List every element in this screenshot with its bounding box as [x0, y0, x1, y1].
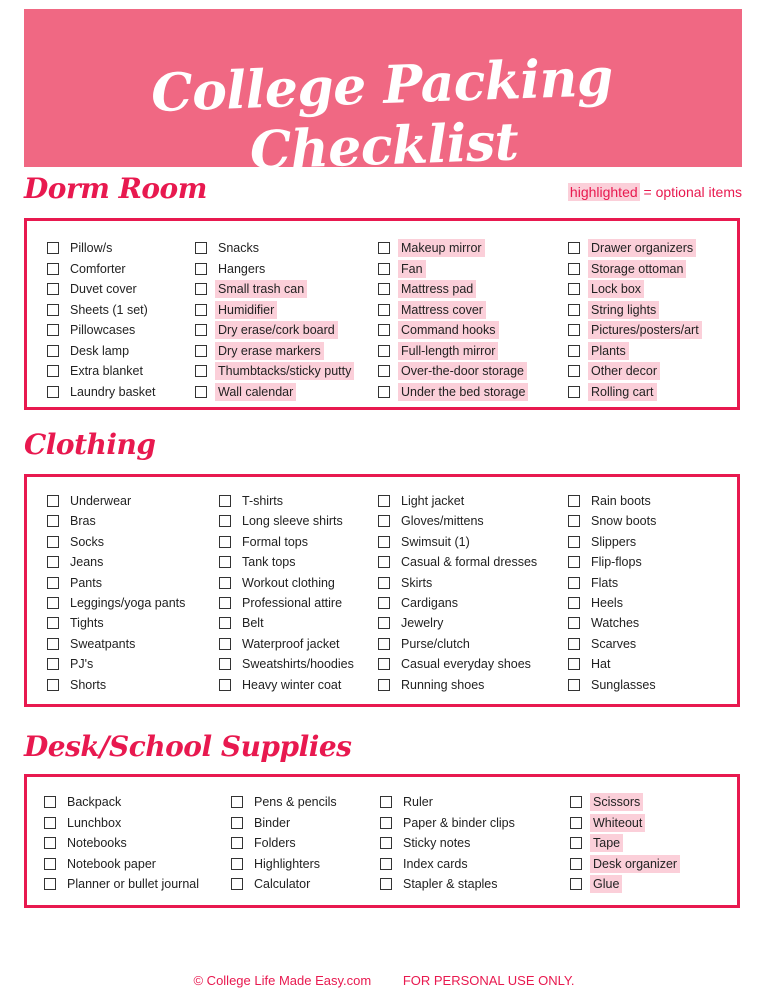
item-label: Jewelry [401, 616, 444, 631]
item-label: Mattress cover [398, 301, 486, 319]
item-label: Binder [254, 815, 291, 830]
checkbox[interactable] [378, 617, 390, 629]
checkbox[interactable] [378, 304, 390, 316]
item-label: Fan [398, 260, 426, 278]
checkbox[interactable] [568, 638, 580, 650]
checklist-item[interactable] [380, 875, 501, 893]
item-label: Tights [70, 616, 104, 631]
item-label: Humidifier [215, 301, 277, 319]
checklist-item[interactable] [570, 875, 622, 893]
section-title-desk-school-supplies: Desk/School Supplies [24, 730, 352, 763]
item-label: Formal tops [242, 534, 308, 549]
checklist-item[interactable] [378, 655, 534, 673]
checkbox[interactable] [219, 638, 231, 650]
checklist-item[interactable] [219, 635, 343, 653]
item-label: Pillow/s [70, 241, 113, 255]
checkbox[interactable] [378, 556, 390, 568]
legend-highlight-sample: highlighted [569, 184, 638, 200]
checkbox[interactable] [219, 556, 231, 568]
item-label: Thumbtacks/sticky putty [215, 362, 354, 380]
checklist-item[interactable] [380, 793, 436, 811]
checklist-item[interactable] [378, 512, 487, 530]
item-label: Whiteout [590, 814, 645, 832]
checkbox[interactable] [568, 263, 580, 275]
checklist-item[interactable] [195, 383, 296, 401]
checkbox[interactable] [47, 515, 59, 527]
checkbox[interactable] [219, 577, 231, 589]
item-label: Light jacket [401, 494, 465, 508]
item-label: Sheets (1 set) [70, 302, 148, 317]
checklist-item[interactable] [231, 793, 340, 811]
checklist-item[interactable] [219, 533, 311, 551]
checklist-item[interactable] [568, 260, 686, 278]
checklist-item[interactable] [219, 492, 286, 510]
checklist-item[interactable] [47, 533, 107, 551]
header-banner [24, 9, 742, 182]
checkbox[interactable] [378, 679, 390, 691]
checklist-item[interactable] [378, 533, 473, 551]
checklist-item[interactable] [378, 239, 485, 257]
checklist-item[interactable] [219, 512, 346, 530]
item-label: Dry erase/cork board [215, 321, 338, 339]
item-label: Waterproof jacket [242, 636, 340, 651]
checkbox[interactable] [231, 858, 243, 870]
checklist-item[interactable] [47, 635, 138, 653]
checkbox[interactable] [378, 386, 390, 398]
legend-text: = optional items [643, 184, 742, 200]
footer [0, 973, 768, 988]
checklist-item[interactable] [568, 676, 659, 694]
checkbox[interactable] [568, 679, 580, 691]
item-label: Duvet cover [70, 282, 137, 296]
checkbox[interactable] [47, 536, 59, 548]
checkbox[interactable] [570, 858, 582, 870]
checkbox[interactable] [378, 495, 390, 507]
checklist-item[interactable] [195, 239, 262, 257]
item-label: Snacks [218, 241, 259, 255]
checkbox[interactable] [570, 837, 582, 849]
item-label: Tape [590, 834, 623, 852]
checkbox[interactable] [570, 796, 582, 808]
checkbox[interactable] [195, 345, 207, 357]
checklist-item[interactable] [570, 814, 645, 832]
checklist-item[interactable] [47, 492, 134, 510]
checklist-item[interactable] [219, 614, 267, 632]
checklist-item[interactable] [380, 855, 471, 873]
checklist-item[interactable] [219, 574, 338, 592]
checkbox[interactable] [195, 304, 207, 316]
checkbox[interactable] [47, 597, 59, 609]
checklist-item[interactable] [378, 492, 467, 510]
item-label: Under the bed storage [398, 383, 528, 401]
checklist-item[interactable] [47, 342, 132, 360]
checklist-item[interactable] [568, 635, 639, 653]
item-label: Planner or bullet journal [67, 877, 200, 891]
checkbox[interactable] [231, 817, 243, 829]
item-label: Command hooks [398, 321, 499, 339]
checklist-item[interactable] [568, 594, 626, 612]
checklist-item[interactable] [195, 280, 307, 298]
checkbox[interactable] [378, 365, 390, 377]
checkbox[interactable] [570, 878, 582, 890]
checklist-item[interactable] [47, 512, 99, 530]
checkbox[interactable] [568, 617, 580, 629]
item-label: Desk lamp [70, 343, 130, 358]
item-label: Lock box [588, 280, 644, 298]
item-label: Dry erase markers [215, 342, 324, 360]
checkbox[interactable] [47, 617, 59, 629]
checklist-item[interactable] [47, 280, 140, 298]
checkbox[interactable] [568, 577, 580, 589]
checklist-item[interactable] [570, 855, 680, 873]
item-label: Pillowcases [70, 323, 136, 337]
checklist-item[interactable] [378, 362, 527, 380]
item-label: Ruler [403, 795, 433, 809]
item-label: Rain boots [591, 494, 651, 508]
clothing-checklist [24, 474, 740, 707]
checkbox[interactable] [380, 817, 392, 829]
item-label: Folders [254, 836, 296, 850]
checkbox[interactable] [47, 679, 59, 691]
item-label: Paper & binder clips [403, 815, 515, 830]
item-label: Calculator [254, 877, 311, 891]
checkbox[interactable] [570, 817, 582, 829]
checklist-item[interactable] [195, 260, 268, 278]
item-label: Bras [70, 514, 96, 529]
item-label: Mattress pad [398, 280, 476, 298]
item-label: PJ's [70, 657, 94, 672]
checklist-item[interactable] [195, 301, 277, 319]
footer-notice: FOR PERSONAL USE ONLY. [402, 973, 575, 988]
item-label: Heels [591, 596, 623, 610]
item-label: Wall calendar [215, 383, 296, 401]
checkbox[interactable] [195, 263, 207, 275]
item-label: Hat [591, 657, 611, 672]
checklist-item[interactable] [378, 342, 498, 360]
item-label: Professional attire [242, 596, 343, 610]
checklist-item[interactable] [568, 301, 659, 319]
item-label: Snow boots [591, 514, 657, 529]
checklist-item[interactable] [380, 834, 473, 852]
checkbox[interactable] [47, 283, 59, 295]
checklist-item[interactable] [568, 614, 642, 632]
checklist-item[interactable] [378, 321, 499, 339]
item-label: Flip-flops [591, 555, 642, 570]
checklist-item[interactable] [47, 383, 158, 401]
checklist-item[interactable] [47, 574, 105, 592]
item-label: Scissors [590, 793, 643, 811]
checklist-item[interactable] [568, 574, 621, 592]
checkbox[interactable] [47, 658, 59, 670]
checklist-item[interactable] [47, 260, 129, 278]
checklist-item[interactable] [378, 280, 476, 298]
checklist-item[interactable] [47, 614, 107, 632]
item-label: Sweatpants [70, 636, 136, 651]
checkbox[interactable] [378, 283, 390, 295]
checkbox[interactable] [47, 638, 59, 650]
checkbox[interactable] [44, 796, 56, 808]
item-label: Drawer organizers [588, 239, 696, 257]
desk-school-supplies-checklist [24, 774, 740, 908]
checklist-item[interactable] [231, 875, 313, 893]
checklist-item[interactable] [195, 342, 324, 360]
checkbox[interactable] [378, 577, 390, 589]
checkbox[interactable] [47, 365, 59, 377]
checklist-item[interactable] [378, 553, 540, 571]
item-label: Pictures/posters/art [588, 321, 702, 339]
checkbox[interactable] [231, 837, 243, 849]
checklist-item[interactable] [378, 383, 528, 401]
checklist-item[interactable] [44, 875, 202, 893]
item-label: Sticky notes [403, 836, 471, 850]
checkbox[interactable] [568, 304, 580, 316]
item-label: Hangers [218, 261, 266, 276]
item-label: Heavy winter coat [242, 677, 342, 692]
checkbox[interactable] [195, 365, 207, 377]
checkbox[interactable] [568, 658, 580, 670]
item-label: Lunchbox [67, 815, 122, 830]
item-label: Jeans [70, 555, 104, 570]
checkbox[interactable] [568, 597, 580, 609]
checkbox[interactable] [219, 495, 231, 507]
footer-credit: © College Life Made Easy.com [193, 973, 372, 988]
checkbox[interactable] [378, 638, 390, 650]
item-label: Cardigans [401, 596, 458, 610]
checkbox[interactable] [380, 878, 392, 890]
checklist-item[interactable] [568, 553, 645, 571]
checklist-item[interactable] [47, 362, 146, 380]
checkbox[interactable] [195, 386, 207, 398]
item-label: Small trash can [215, 280, 307, 298]
checklist-item[interactable] [47, 594, 188, 612]
checkbox[interactable] [219, 658, 231, 670]
item-label: Comforter [70, 261, 126, 276]
checklist-item[interactable] [44, 855, 159, 873]
legend [568, 184, 742, 200]
checklist-item[interactable] [44, 834, 130, 852]
item-label: Sweatshirts/hoodies [242, 657, 354, 672]
item-label: Skirts [401, 575, 433, 590]
item-label: Watches [591, 616, 640, 631]
item-label: Stapler & staples [403, 877, 498, 891]
checkbox[interactable] [47, 324, 59, 336]
checkbox[interactable] [568, 536, 580, 548]
checklist-item[interactable] [44, 793, 124, 811]
checkbox[interactable] [378, 345, 390, 357]
checklist-item[interactable] [231, 834, 299, 852]
item-label: Other decor [588, 362, 660, 380]
checklist-item[interactable] [378, 301, 486, 319]
checklist-item[interactable] [378, 594, 461, 612]
checkbox[interactable] [380, 796, 392, 808]
checkbox[interactable] [568, 242, 580, 254]
checkbox[interactable] [378, 536, 390, 548]
item-label: Swimsuit (1) [401, 534, 470, 549]
item-label: Makeup mirror [398, 239, 485, 257]
item-label: Sunglasses [591, 677, 656, 692]
section-title-clothing: Clothing [24, 428, 156, 461]
item-label: Casual everyday shoes [401, 657, 531, 672]
checklist-item[interactable] [378, 676, 487, 694]
item-label: Extra blanket [70, 364, 143, 378]
checkbox[interactable] [47, 345, 59, 357]
section-title-dorm-room: Dorm Room [24, 172, 207, 205]
checklist-item[interactable] [44, 814, 124, 832]
item-label: Pants [70, 575, 102, 590]
item-label: Full-length mirror [398, 342, 498, 360]
checklist-item[interactable] [231, 814, 293, 832]
checkbox[interactable] [47, 386, 59, 398]
item-label: Glue [590, 875, 622, 893]
checklist-item[interactable] [47, 239, 115, 257]
checkbox[interactable] [47, 242, 59, 254]
checklist-item[interactable] [195, 362, 354, 380]
item-label: Notebook paper [67, 856, 156, 871]
checklist-item[interactable] [568, 655, 613, 673]
item-label: Workout clothing [242, 575, 335, 590]
checklist-item[interactable] [568, 383, 657, 401]
checkbox[interactable] [378, 242, 390, 254]
checkbox[interactable] [231, 878, 243, 890]
item-label: Flats [591, 575, 619, 590]
checklist-item[interactable] [378, 635, 473, 653]
checklist-item[interactable] [568, 239, 696, 257]
checkbox[interactable] [219, 515, 231, 527]
checkbox[interactable] [195, 242, 207, 254]
checkbox[interactable] [47, 495, 59, 507]
checkbox[interactable] [378, 515, 390, 527]
checkbox[interactable] [568, 283, 580, 295]
checklist-item[interactable] [219, 676, 344, 694]
checkbox[interactable] [378, 263, 390, 275]
item-label: String lights [588, 301, 659, 319]
checklist-item[interactable] [568, 321, 702, 339]
item-label: Belt [242, 616, 264, 631]
item-label: Rolling cart [588, 383, 657, 401]
item-label: Index cards [403, 856, 468, 871]
item-label: Socks [70, 534, 105, 549]
checkbox[interactable] [378, 658, 390, 670]
checklist-item[interactable] [195, 321, 338, 339]
item-label: Desk organizer [590, 855, 680, 873]
checklist-item[interactable] [378, 574, 435, 592]
item-label: Running shoes [401, 677, 485, 692]
checkbox[interactable] [568, 365, 580, 377]
checkbox[interactable] [378, 597, 390, 609]
item-label: Storage ottoman [588, 260, 686, 278]
dorm-room-checklist [24, 218, 740, 410]
item-label: T-shirts [242, 494, 283, 508]
checklist-item[interactable] [219, 594, 345, 612]
checklist-item[interactable] [47, 301, 151, 319]
item-label: Notebooks [67, 836, 127, 850]
page-title: College Packing Checklist [150, 46, 614, 182]
item-label: Purse/clutch [401, 636, 470, 651]
item-label: Gloves/mittens [401, 514, 484, 529]
checklist-item[interactable] [219, 655, 357, 673]
item-label: Shorts [70, 677, 107, 692]
item-label: Slippers [591, 534, 637, 549]
item-label: Plants [588, 342, 629, 360]
checkbox[interactable] [568, 495, 580, 507]
item-label: Over-the-door storage [398, 362, 527, 380]
checkbox[interactable] [44, 878, 56, 890]
checkbox[interactable] [568, 324, 580, 336]
checklist-item[interactable] [47, 655, 96, 673]
item-label: Long sleeve shirts [242, 514, 343, 529]
checkbox[interactable] [378, 324, 390, 336]
item-label: Laundry basket [70, 384, 156, 399]
checklist-item[interactable] [378, 614, 446, 632]
checklist-item[interactable] [568, 492, 654, 510]
checklist-item[interactable] [570, 793, 643, 811]
checkbox[interactable] [568, 345, 580, 357]
checkbox[interactable] [44, 837, 56, 849]
item-label: Casual & formal dresses [401, 555, 538, 570]
checkbox[interactable] [47, 577, 59, 589]
checklist-item[interactable] [47, 321, 138, 339]
checklist-item[interactable] [378, 260, 426, 278]
checkbox[interactable] [380, 837, 392, 849]
checklist-item[interactable] [568, 533, 639, 551]
checkbox[interactable] [47, 304, 59, 316]
checklist-item[interactable] [380, 814, 518, 832]
checklist-item[interactable] [231, 855, 323, 873]
checklist-item[interactable] [568, 342, 629, 360]
checkbox[interactable] [380, 858, 392, 870]
checkbox[interactable] [44, 858, 56, 870]
item-label: Tank tops [242, 555, 296, 570]
checkbox[interactable] [195, 283, 207, 295]
checkbox[interactable] [219, 597, 231, 609]
item-label: Highlighters [254, 856, 321, 871]
checkbox[interactable] [219, 617, 231, 629]
checklist-item[interactable] [570, 834, 623, 852]
checkbox[interactable] [219, 679, 231, 691]
checkbox[interactable] [568, 386, 580, 398]
checkbox[interactable] [231, 796, 243, 808]
item-label: Pens & pencils [254, 795, 337, 809]
checkbox[interactable] [568, 515, 580, 527]
item-label: Backpack [67, 795, 122, 809]
checklist-item[interactable] [219, 553, 299, 571]
checkbox[interactable] [219, 536, 231, 548]
checklist-item[interactable] [568, 512, 659, 530]
checkbox[interactable] [47, 556, 59, 568]
checkbox[interactable] [44, 817, 56, 829]
checkbox[interactable] [47, 263, 59, 275]
checkbox[interactable] [568, 556, 580, 568]
checklist-item[interactable] [47, 676, 109, 694]
checklist-item[interactable] [568, 280, 644, 298]
checklist-item[interactable] [47, 553, 106, 571]
checklist-item[interactable] [568, 362, 660, 380]
checkbox[interactable] [195, 324, 207, 336]
item-label: Underwear [70, 494, 132, 508]
item-label: Scarves [591, 636, 637, 651]
item-label: Leggings/yoga pants [70, 596, 186, 610]
